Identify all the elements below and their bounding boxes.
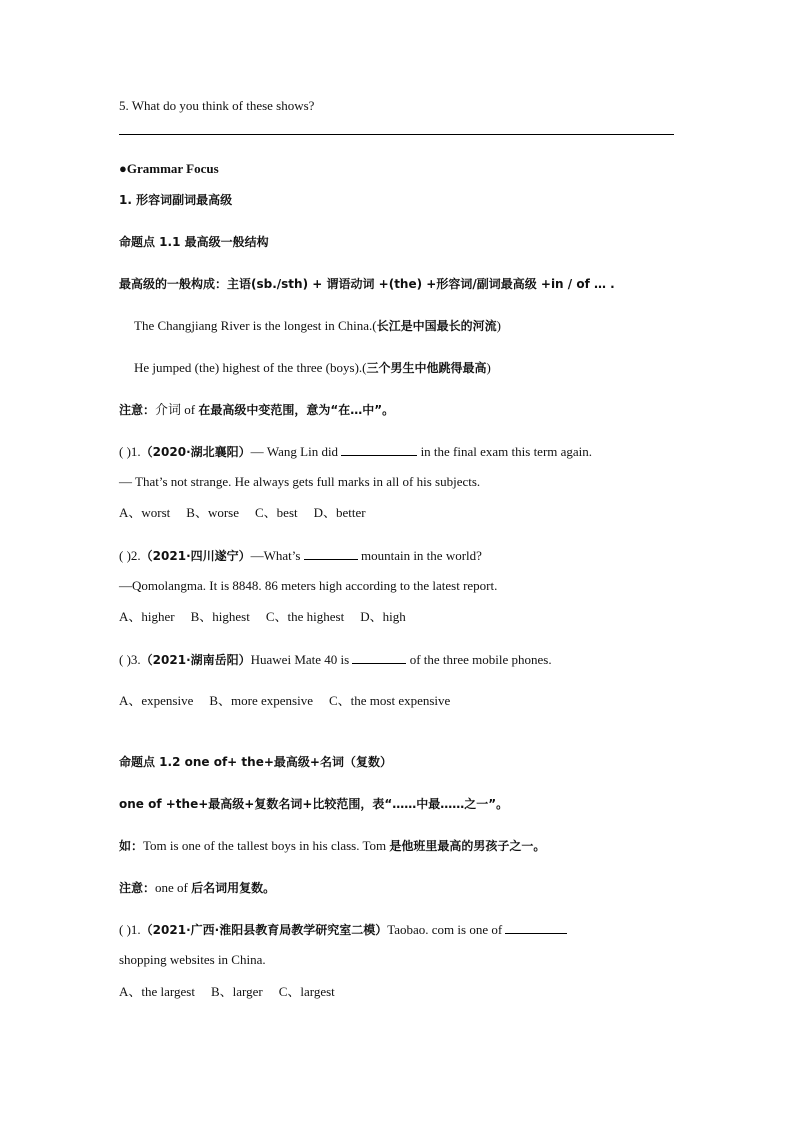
example-3-label: 如： [119,839,144,853]
grammar-focus-heading: ●Grammar Focus [119,161,219,176]
question-3-options [119,693,466,709]
note-2-zh: 后名词用复数。 [191,881,276,895]
option-c[interactable]: C、best [255,505,298,520]
option-a[interactable]: A、the largest [119,984,195,999]
example-3-en: Tom is one of the tallest boys in his class. Tom [143,838,390,853]
question-3-source: （2021·湖南岳阳） [140,653,251,667]
point-1-1-rule: 最高级的一般构成：主语(sb./sth) + 谓语动词 +(the) +形容词/副词最高级 +in / of … . [119,277,615,291]
option-c[interactable]: C、largest [278,984,335,999]
question-2 [119,547,482,564]
note-1-zh: 在最高级中变范围，意为“在…中”。 [198,403,395,417]
question-5: 5. What do you think of these shows? [119,98,315,113]
option-b[interactable]: B、highest [190,609,250,624]
point-1-2-rule: one of +the+最高级+复数名词+比较范围，表“……中最……之一”。 [119,797,509,811]
question-2-text-b: mountain in the world? [360,548,482,563]
option-c[interactable]: C、the highest [265,609,345,624]
example-2-zh: 三个男生中他跳得最高 [366,361,487,375]
example-2 [134,360,491,376]
question-1-text-a: — Wang Lin did [250,444,339,459]
option-d[interactable]: D、better [313,505,366,520]
question-2-source: （2021·四川遂宁） [140,549,251,563]
question-1-paren: ( )1. [119,444,141,459]
question-1-options [119,505,382,521]
option-b[interactable]: B、worse [186,505,239,520]
question-1-blank[interactable] [341,443,417,456]
question-4-source: （2021·广西·淮阳县教育局教学研究室二模） [140,923,388,937]
note-2-label: 注意： [119,881,156,895]
option-c[interactable]: C、the most expensive [329,693,451,708]
note-1-label: 注意： [119,403,156,417]
example-1-zh: 长江是中国最长的河流 [376,319,497,333]
example-3-zh: 是他班里最高的男孩子之一。 [389,839,546,853]
question-3-text-a: Huawei Mate 40 is [250,652,350,667]
question-2-options [119,609,422,625]
question-2-text-a: —What’s [250,548,301,563]
question-4-paren: ( )1. [119,922,141,937]
note-1-mid: 介词 of [155,402,199,417]
point-1-1-title: 命题点 1.1 最高级一般结构 [119,235,269,249]
question-3-text-b: of the three mobile phones. [409,652,552,667]
question-4-text-a: Taobao. com is one of [387,922,503,937]
option-d[interactable]: D、high [360,609,406,624]
question-3 [119,651,552,668]
example-3 [119,838,545,854]
option-a[interactable]: A、expensive [119,693,194,708]
question-4 [119,921,567,938]
example-1-end: ) [496,318,501,333]
option-b[interactable]: B、more expensive [209,693,313,708]
option-b[interactable]: B、larger [210,984,263,999]
question-2-reply: —Qomolangma. It is 8848. 86 meters high according to the latest report. [119,578,498,593]
question-4-reply: shopping websites in China. [119,952,266,967]
question-2-paren: ( )2. [119,548,141,563]
note-1 [119,402,394,418]
point-1-2-title: 命题点 1.2 one of+ the+最高级+名词（复数） [119,755,392,769]
question-1-source: （2020·湖北襄阳） [140,445,251,459]
example-2-en: He jumped (the) highest of the three (boys).( [134,360,367,375]
question-4-blank[interactable] [505,921,567,934]
question-1-reply: — That’s not strange. He always gets full marks in all of his subjects. [119,474,481,489]
option-a[interactable]: A、worst [119,505,171,520]
note-2 [119,880,275,896]
example-1 [134,318,501,334]
example-1-en: The Changjiang River is the longest in China.( [134,318,377,333]
example-2-end: ) [486,360,491,375]
question-3-blank[interactable] [352,651,406,664]
question-3-paren: ( )3. [119,652,141,667]
note-2-mid: one of [155,880,192,895]
section-1-heading: 1. 形容词副词最高级 [119,193,233,207]
option-a[interactable]: A、higher [119,609,175,624]
answer-rule [119,134,674,135]
question-4-options [119,984,351,1000]
question-1-text-b: in the final exam this term again. [420,444,593,459]
question-1 [119,443,592,460]
question-2-blank[interactable] [304,547,358,560]
